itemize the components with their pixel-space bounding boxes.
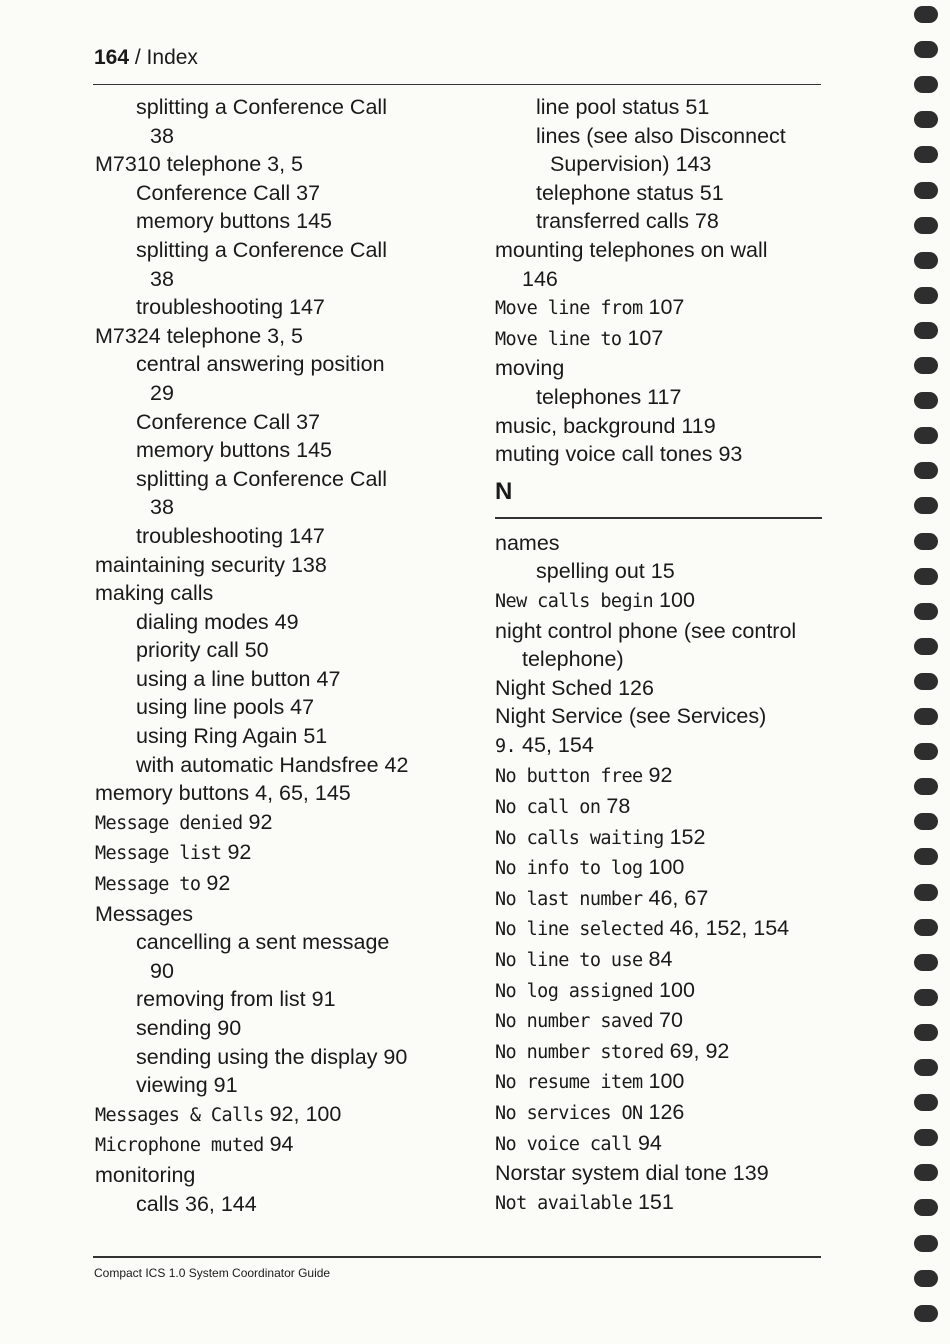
- index-entry-text: memory buttons 145: [136, 438, 332, 463]
- index-entry-text: 38: [150, 495, 174, 520]
- index-entry: [95, 350, 475, 379]
- index-entry-pages: 78: [600, 794, 631, 819]
- index-entry: [95, 493, 475, 522]
- index-entry-text: sending using the display 90: [136, 1044, 408, 1069]
- index-entry: [495, 914, 825, 945]
- index-entry-pages: 100: [642, 1069, 685, 1094]
- footer-rule: [93, 1256, 821, 1258]
- index-entry-text: No line selected: [495, 919, 664, 941]
- index-entry-text: using line pools 47: [136, 695, 315, 720]
- index-entry: [495, 674, 825, 703]
- index-entry: [95, 928, 475, 957]
- index-entry-text: splitting a Conference Call: [136, 237, 387, 262]
- index-entry: [95, 751, 475, 780]
- index-entry: [95, 551, 475, 580]
- index-entry: [495, 412, 825, 441]
- index-entry-text: using a line button 47: [136, 666, 341, 691]
- index-entry-text: priority call 50: [136, 638, 269, 663]
- index-entry-text: viewing 91: [136, 1073, 238, 1098]
- binding-ring: [914, 638, 938, 655]
- index-entry: [95, 808, 475, 839]
- index-entry: [95, 579, 475, 608]
- page-footer: Compact ICS 1.0 System Coordinator Guide: [94, 1266, 331, 1280]
- index-entry: [95, 608, 475, 637]
- index-entry: [95, 1043, 475, 1072]
- index-entry-text: Supervision) 143: [550, 152, 712, 177]
- index-entry-pages: 45, 154: [516, 732, 594, 757]
- index-entry-pages: 152: [663, 824, 706, 849]
- binding-ring: [914, 76, 938, 93]
- index-entry-text: Night Service (see Services): [495, 704, 767, 729]
- index-entry: [495, 1159, 825, 1188]
- index-entry-text: No call on: [495, 797, 601, 819]
- index-entry: [495, 853, 825, 884]
- section-letter-rule: [495, 517, 822, 519]
- index-entry-pages: 94: [263, 1132, 294, 1157]
- binding-ring: [914, 884, 938, 901]
- index-entry-text: Messages & Calls: [95, 1104, 264, 1126]
- index-entry: [95, 322, 475, 351]
- index-entry-text: Message list: [95, 843, 222, 865]
- index-entry: [495, 1188, 825, 1219]
- index-entry: [495, 1006, 825, 1037]
- index-entry-text: Not available: [495, 1192, 632, 1214]
- spiral-binding: [914, 0, 944, 1344]
- index-entry: [495, 265, 825, 294]
- index-entry-text: names: [495, 530, 560, 555]
- binding-ring: [914, 217, 938, 234]
- index-entry-text: lines (see also Disconnect: [536, 123, 786, 148]
- index-entry: [95, 122, 475, 151]
- index-entry-text: dialing modes 49: [136, 609, 299, 634]
- index-entry-text: M7310 telephone 3, 5: [95, 152, 303, 177]
- index-entry-text: cancelling a sent message: [136, 930, 390, 955]
- index-entry-pages: 100: [653, 977, 695, 1002]
- index-entry-text: Messages: [95, 901, 193, 926]
- index-entry: [95, 408, 475, 437]
- index-entry: [95, 1100, 475, 1131]
- index-entry: [95, 522, 475, 551]
- index-entry: [95, 985, 475, 1014]
- index-entry-text: No log assigned: [495, 980, 654, 1002]
- index-entry-text: Night Sched 126: [495, 675, 654, 700]
- index-entry-text: Message denied: [95, 812, 243, 834]
- index-entry-pages: 100: [642, 855, 685, 880]
- index-entry-text: troubleshooting 147: [136, 295, 325, 320]
- index-entry: [95, 838, 475, 869]
- index-entry: [495, 792, 825, 823]
- index-entry: [95, 465, 475, 494]
- index-entry-pages: 92: [200, 871, 231, 896]
- index-entry-text: night control phone (see control: [495, 618, 797, 643]
- index-entry-pages: 84: [642, 947, 673, 972]
- index-entry-text: Conference Call 37: [136, 409, 321, 434]
- index-entry: [495, 884, 825, 915]
- index-entry: [495, 823, 825, 854]
- index-entry: [95, 636, 475, 665]
- index-entry: [495, 702, 825, 731]
- binding-ring: [914, 1094, 938, 1111]
- index-entry-pages: 92, 100: [263, 1101, 342, 1126]
- index-entry-text: Conference Call 37: [136, 180, 321, 205]
- index-entry-text: line pool status 51: [536, 95, 710, 119]
- index-entry-text: 29: [150, 380, 174, 405]
- index-entry: [495, 236, 825, 265]
- index-entry-text: muting voice call tones 93: [495, 442, 743, 467]
- index-entry-text: memory buttons 4, 65, 145: [95, 781, 351, 806]
- index-entry: [95, 1190, 475, 1219]
- index-entry: [495, 617, 825, 646]
- index-entry: [495, 557, 825, 586]
- binding-ring: [914, 357, 938, 374]
- binding-ring: [914, 954, 938, 971]
- index-entry: [495, 93, 825, 122]
- binding-ring: [914, 673, 938, 690]
- index-entry-pages: 46, 152, 154: [663, 916, 790, 941]
- index-entry-pages: 151: [632, 1189, 674, 1214]
- index-entry: [95, 1071, 475, 1100]
- page-number: 164: [94, 46, 130, 69]
- index-entry-text: No last number: [495, 888, 643, 910]
- index-entry: [495, 645, 825, 674]
- index-entry-pages: 46, 67: [642, 885, 709, 910]
- index-entry: [495, 440, 825, 469]
- index-entry-text: 38: [150, 123, 174, 148]
- binding-ring: [914, 568, 938, 585]
- index-entry-text: No voice call: [495, 1133, 632, 1155]
- index-entry: [95, 1161, 475, 1190]
- binding-ring: [914, 1305, 938, 1322]
- index-entry-pages: 100: [653, 587, 695, 612]
- index-entry: [95, 869, 475, 900]
- index-entry: [95, 179, 475, 208]
- binding-ring: [914, 989, 938, 1006]
- index-entry: [95, 293, 475, 322]
- binding-ring: [914, 813, 938, 830]
- index-entry-text: with automatic Handsfree 42: [136, 752, 409, 777]
- index-entry: [95, 150, 475, 179]
- index-entry-text: Microphone muted: [95, 1135, 264, 1157]
- index-entry-text: No calls waiting: [495, 827, 664, 849]
- section-letter: N: [495, 477, 513, 505]
- header-rule: [93, 84, 821, 85]
- index-entry: [495, 976, 825, 1007]
- index-entry: [95, 957, 475, 986]
- binding-ring: [914, 778, 938, 795]
- binding-ring: [914, 1059, 938, 1076]
- index-entry: [95, 722, 475, 751]
- index-entry-text: splitting a Conference Call: [136, 95, 387, 119]
- index-entry-pages: 107: [642, 295, 685, 320]
- binding-ring: [914, 603, 938, 620]
- index-entry-pages: 69, 92: [663, 1038, 730, 1063]
- binding-ring: [914, 1164, 938, 1181]
- index-entry-text: No resume item: [495, 1072, 643, 1094]
- binding-ring: [914, 1024, 938, 1041]
- binding-ring: [914, 427, 938, 444]
- binding-ring: [914, 533, 938, 550]
- index-entry: [95, 207, 475, 236]
- index-entry-text: No number saved: [495, 1011, 654, 1033]
- index-entry-text: using Ring Again 51: [136, 724, 328, 749]
- index-entry: [95, 779, 475, 808]
- binding-ring: [914, 1129, 938, 1146]
- index-entry-text: No info to log: [495, 858, 643, 880]
- index-column-right: [495, 93, 825, 1218]
- binding-ring: [914, 322, 938, 339]
- index-entry-text: troubleshooting 147: [136, 523, 325, 548]
- index-entry: [495, 945, 825, 976]
- index-entry: [495, 324, 825, 355]
- index-entry: [495, 529, 825, 558]
- index-entry: [495, 179, 825, 208]
- index-entry-text: Move line to: [495, 328, 622, 350]
- index-entry-pages: 107: [621, 325, 664, 350]
- index-entry: [495, 293, 825, 324]
- binding-ring: [914, 41, 938, 58]
- binding-ring: [914, 392, 938, 409]
- index-entry: [95, 1014, 475, 1043]
- binding-ring: [914, 252, 938, 269]
- binding-ring: [914, 919, 938, 936]
- binding-ring: [914, 287, 938, 304]
- index-entry: [495, 122, 825, 151]
- index-entry: [95, 379, 475, 408]
- index-entry-text: central answering position: [136, 352, 385, 377]
- index-entry: [495, 150, 825, 179]
- index-entry-text: No button free: [495, 766, 643, 788]
- index-entry-text: No number stored: [495, 1041, 664, 1063]
- index-entry: [495, 1037, 825, 1068]
- index-entry-text: memory buttons 145: [136, 209, 332, 234]
- index-entry: [495, 761, 825, 792]
- binding-ring: [914, 708, 938, 725]
- index-entry-text: moving: [495, 356, 565, 381]
- index-entry-text: M7324 telephone 3, 5: [95, 323, 303, 348]
- index-entry-text: mounting telephones on wall: [495, 237, 768, 262]
- binding-ring: [914, 146, 938, 163]
- index-entry-text: monitoring: [95, 1162, 196, 1187]
- index-entry-text: 9.: [495, 735, 517, 757]
- index-column-left: [95, 93, 475, 1218]
- index-entry: [95, 236, 475, 265]
- binding-ring: [914, 848, 938, 865]
- index-entry-text: calls 36, 144: [136, 1191, 257, 1216]
- index-entry-text: 38: [150, 266, 174, 291]
- binding-ring: [914, 1270, 938, 1287]
- index-entry-text: No line to use: [495, 950, 643, 972]
- index-entry-pages: 126: [642, 1100, 685, 1124]
- index-entry: [495, 207, 825, 236]
- index-entry-text: maintaining security 138: [95, 552, 327, 577]
- index-entry-text: music, background 119: [495, 413, 716, 438]
- index-entry: [495, 1129, 825, 1160]
- index-entry-pages: 92: [221, 840, 252, 865]
- binding-ring: [914, 1235, 938, 1252]
- index-entries-m-continued: [495, 93, 825, 469]
- binding-ring: [914, 462, 938, 479]
- index-entry: [95, 1130, 475, 1161]
- index-entry: [495, 1098, 825, 1129]
- index-entry: [95, 665, 475, 694]
- index-entry-text: splitting a Conference Call: [136, 466, 387, 491]
- index-entry-text: telephone): [522, 647, 624, 672]
- index-entry-text: making calls: [95, 581, 214, 606]
- binding-ring: [914, 182, 938, 199]
- index-entry-text: No services ON: [495, 1103, 643, 1124]
- index-entry: [495, 1067, 825, 1098]
- index-entry-pages: 94: [632, 1130, 662, 1155]
- index-entries-n: [495, 529, 825, 1219]
- binding-ring: [914, 6, 938, 23]
- index-entry-text: sending 90: [136, 1016, 242, 1040]
- index-entry-text: telephone status 51: [536, 180, 724, 205]
- binding-ring: [914, 1199, 938, 1216]
- index-entry: [95, 436, 475, 465]
- index-entry-pages: 70: [653, 1008, 683, 1033]
- index-entry-text: spelling out 15: [536, 559, 675, 584]
- binding-ring: [914, 497, 938, 514]
- index-entry-text: removing from list 91: [136, 987, 336, 1012]
- index-entry: [495, 383, 825, 412]
- section-title: / Index: [129, 46, 198, 69]
- index-entry: [495, 586, 825, 617]
- index-entry: [495, 731, 825, 762]
- index-entry-pages: 92: [242, 809, 273, 834]
- index-entry-pages: 92: [642, 763, 673, 788]
- index-entry-text: 90: [150, 958, 174, 983]
- index-entry-text: Norstar system dial tone 139: [495, 1161, 769, 1186]
- index-entry-text: 146: [522, 266, 558, 291]
- index-entry-text: New calls begin: [495, 590, 654, 612]
- index-entry-text: Message to: [95, 874, 201, 896]
- index-entry-text: Move line from: [495, 298, 643, 320]
- page-header: [94, 46, 198, 70]
- index-entry: [95, 265, 475, 294]
- binding-ring: [914, 743, 938, 760]
- index-entry: [95, 693, 475, 722]
- index-entry-text: telephones 117: [536, 384, 682, 409]
- index-entry: [95, 93, 475, 122]
- index-entry: [95, 900, 475, 929]
- index-entry-text: transferred calls 78: [536, 209, 719, 234]
- index-entry: [495, 354, 825, 383]
- binding-ring: [914, 111, 938, 128]
